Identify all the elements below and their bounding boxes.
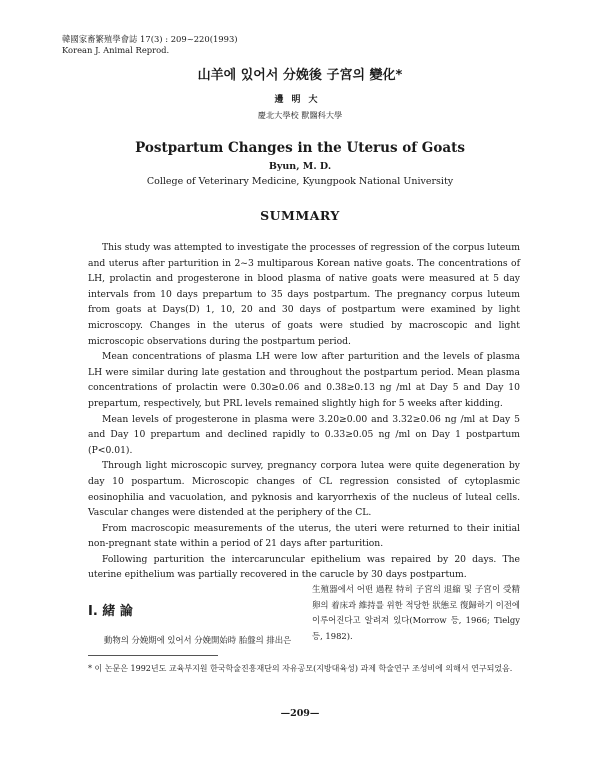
- summary-paragraph: Following parturition the intercaruncular epithelium was repaired by 20 days. The uterine epithelium was partially recovered in the carucle by 30 days postpartum.: [88, 553, 520, 581]
- page-number: —209—: [280, 708, 320, 719]
- english-author: Byun, M. D.: [268, 161, 332, 172]
- english-affiliation: College of Veterinary Medicine, Kyungpook National University: [146, 176, 454, 187]
- introduction-heading: Ⅰ. 緒 論: [88, 604, 133, 619]
- introduction-left-column: 動物의 分娩期에 있어서 分娩開始時 胎盤의 排出은: [104, 635, 292, 645]
- introduction-right-column: 生殖器에서 어떤 過程 特히 子宮의 退縮 및 子宮이 受精卵의 着床과 維持를 위한 적당한 狀態로 復歸하기 이전에 이루어진다고 알려져 있다(Morrow 등, 1966; Tielgy 등, 1982).: [312, 584, 520, 641]
- journal-header: [62, 34, 238, 56]
- journal-name-korean: 韓國家畜繁殖學會誌 17(3) : 209~220(1993): [62, 34, 238, 44]
- summary-paragraph: From macroscopic measurements of the uterus, the uteri were returned to their initial non-pregnant state within a period of 21 days after parturition.: [88, 522, 520, 550]
- summary-paragraph: Mean concentrations of plasma LH were low after parturition and the levels of plasma LH were similar during late gestation and throughout the postpartum period. Mean plasma concentrations of prolactin were 0.30≥0.06 and 0.38≥0.13 ng /ml at Day 5 and Day 10 prepartum, respectively, but PRL levels remained slightly high for 5 weeks after kidding.: [88, 351, 520, 409]
- summary-paragraph: Mean levels of progesterone in plasma were 3.20≥0.00 and 3.32≥0.06 ng /ml at Day 5 and Day 10 prepartum and declined rapidly to 0.33≥0.05 ng /ml on Day 1 postpartum (P<0.01).: [88, 413, 520, 456]
- english-title: Postpartum Changes in the Uterus of Goats: [135, 140, 465, 156]
- korean-affiliation: 慶北大學校 獸醫科大學: [257, 110, 343, 120]
- journal-name-english: Korean J. Animal Reprod.: [62, 45, 170, 55]
- summary-paragraph: This study was attempted to investigate the processes of regression of the corpus luteum and uterus after parturition in 2~3 multiparous Korean native goats. The concentrations of LH, prolactin and progesterone in blood plasma of native goats were measured at 5 day intervals from 10 days prepartum to 35 days postpartum. The pregnancy corpus luteum from goats at Days(D) 1, 10, 20 and 30 days of postpartum were examined by light microscopy. Changes in the uterus of goats were studied by macroscopic and light microscopic observations during the postpartum period.: [88, 242, 520, 347]
- summary-heading: SUMMARY: [260, 208, 340, 223]
- footnote: * 이 논문은 1992년도 교육부지원 한국학술진흥재단의 자유공모(지방대육성) 과제 학술연구 조성비에 의해서 연구되었음.: [88, 664, 513, 673]
- summary-body: [88, 240, 520, 583]
- summary-paragraph: Through light microscopic survey, pregnancy corpora lutea were quite degeneration by day 10 pospartum. Microscopic changes of CL regression consisted of cytoplasmic eosinophilia and vacuolation, and pyknosis and karyorrhexis of the nucleus of luteal cells. Vascular changes were distended at the periphery of the CL.: [88, 460, 520, 519]
- korean-title: 山羊에 있어서 分娩後 子宮의 變化*: [197, 68, 403, 83]
- korean-author: 邊明大: [274, 95, 326, 105]
- footnote-divider: [88, 655, 218, 656]
